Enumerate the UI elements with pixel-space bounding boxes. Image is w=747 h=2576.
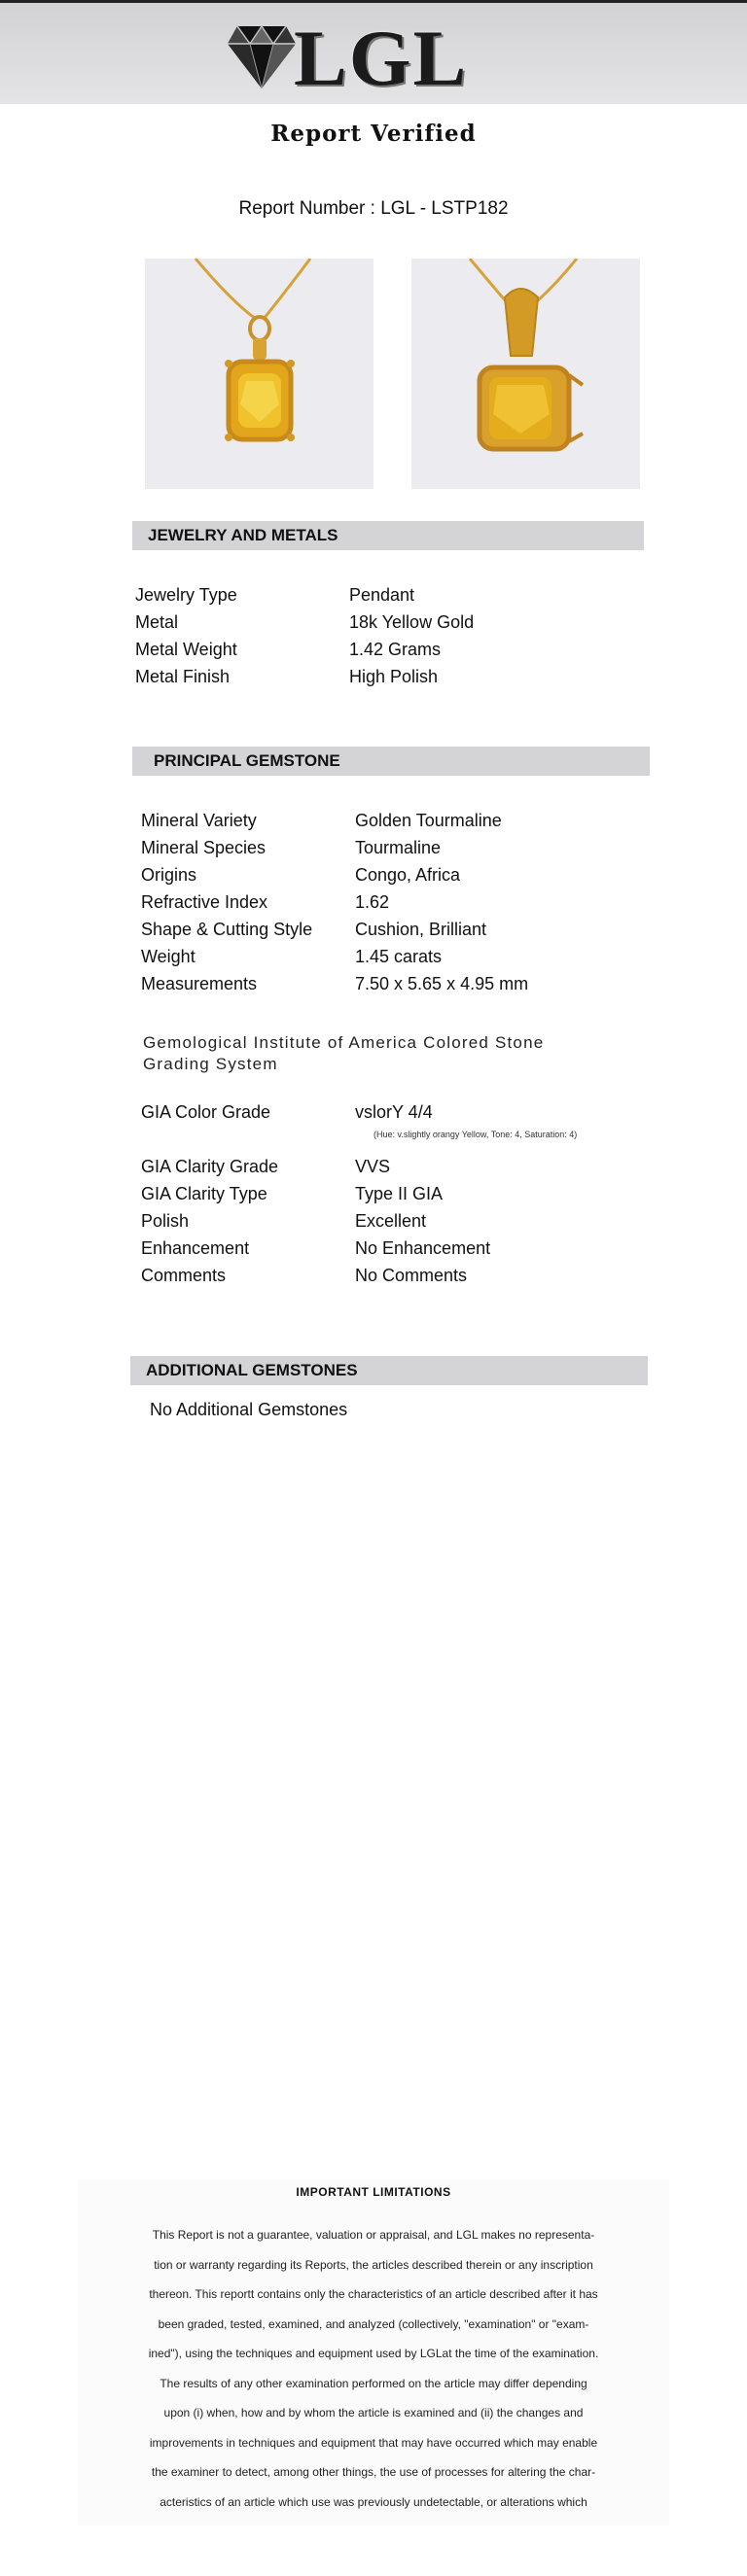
detail-row <box>135 636 602 663</box>
limitations-line: The results of any other examination performed on the article may differ depending <box>160 2376 587 2390</box>
gia-grading-heading: Gemological Institute of America Colored Stone Grading System <box>143 1033 545 1073</box>
detail-row <box>135 581 602 609</box>
detail-label: Mineral Variety <box>141 811 257 830</box>
detail-row <box>141 970 608 997</box>
section-heading-additional: ADDITIONAL GEMSTONES <box>130 1356 648 1385</box>
detail-label: GIA Color Grade <box>141 1102 271 1122</box>
detail-row <box>141 1098 608 1126</box>
lgl-logo <box>226 14 479 102</box>
detail-row <box>135 609 602 636</box>
detail-label: Comments <box>141 1266 227 1285</box>
header <box>0 0 747 104</box>
report-number: Report Number : LGL - LSTP182 <box>238 198 509 219</box>
limitations-body <box>101 2220 646 2517</box>
detail-value: 7.50 x 5.65 x 4.95 mm <box>355 974 529 993</box>
detail-value: Cushion, Brilliant <box>355 920 487 939</box>
detail-row <box>141 834 608 861</box>
detail-value: 1.42 Grams <box>349 640 442 659</box>
section-heading-jewelry: JEWELRY AND METALS <box>132 521 644 550</box>
detail-value: Congo, Africa <box>355 865 461 885</box>
limitations-line: been graded, tested, examined, and analyzed (collectively, "examination" or "exam- <box>158 2316 589 2331</box>
detail-label: Origins <box>141 865 197 885</box>
detail-value: Tourmaline <box>355 838 442 857</box>
section-heading-gemstone: PRINCIPAL GEMSTONE <box>132 747 650 776</box>
detail-label: Refractive Index <box>141 892 268 912</box>
gemstone-details <box>141 807 608 997</box>
diamond-icon <box>226 22 298 90</box>
detail-row <box>141 1153 608 1180</box>
gia-grade-details <box>141 1153 608 1289</box>
detail-label: Metal <box>135 612 179 632</box>
detail-value: 1.45 carats <box>355 947 443 966</box>
detail-value: No Enhancement <box>355 1238 491 1258</box>
limitations-line: improvements in techniques and equipment that may have occurred which may enable <box>149 2435 598 2450</box>
detail-value: VVS <box>355 1157 391 1176</box>
detail-value: Type II GIA <box>355 1184 444 1203</box>
detail-label: Enhancement <box>141 1238 250 1258</box>
jewelry-details <box>135 581 602 690</box>
detail-label: Metal Weight <box>135 640 237 659</box>
detail-row <box>141 807 608 834</box>
detail-value: vslorY 4/4 <box>355 1102 433 1122</box>
detail-row <box>141 943 608 970</box>
limitations-line: upon (i) when, how and by whom the article is examined and (ii) the changes and <box>163 2406 584 2419</box>
limitations-line: thereon. This reportt contains only the characteristics of an article described after it has <box>149 2287 598 2301</box>
detail-row <box>141 916 608 943</box>
detail-value: 18k Yellow Gold <box>349 612 475 632</box>
detail-label: Weight <box>141 947 196 966</box>
detail-value: Excellent <box>355 1211 427 1231</box>
detail-value: Pendant <box>349 585 415 605</box>
detail-row <box>141 1180 608 1207</box>
detail-label: GIA Clarity Grade <box>141 1157 279 1176</box>
pendant-photo-front <box>145 259 374 489</box>
detail-label: GIA Clarity Type <box>141 1184 267 1203</box>
detail-label: Polish <box>141 1211 190 1231</box>
detail-value: No Comments <box>355 1266 468 1285</box>
detail-row <box>141 1207 608 1235</box>
detail-label: Jewelry Type <box>135 585 237 605</box>
detail-row <box>141 1235 608 1262</box>
detail-row <box>141 888 608 916</box>
detail-value: Golden Tourmaline <box>355 811 502 830</box>
logo-text: LGL <box>294 14 469 102</box>
detail-value: High Polish <box>349 667 439 686</box>
limitations-line: acteristics of an article which use was previously undetectable, or alterations which <box>160 2494 587 2509</box>
detail-label: Shape & Cutting Style <box>141 920 313 939</box>
limitations-title: IMPORTANT LIMITATIONS <box>296 2185 451 2199</box>
detail-label: Mineral Species <box>141 838 267 857</box>
limitations-line: the examiner to detect, among other things, the use of processes for altering the char- <box>151 2465 596 2479</box>
detail-row <box>141 1262 608 1289</box>
detail-row <box>141 861 608 888</box>
pendant-photo-side <box>411 259 640 489</box>
gia-color-grade <box>141 1098 608 1126</box>
detail-row <box>135 663 602 690</box>
detail-label: Measurements <box>141 974 258 993</box>
page-title: Report Verified <box>270 121 477 147</box>
limitations-line: tion or warranty regarding its Reports, the articles described therein or any inscription <box>154 2257 593 2272</box>
detail-value: 1.62 <box>355 892 390 912</box>
detail-label: Metal Finish <box>135 667 231 686</box>
limitations-line: ined"), using the techniques and equipment used by LGLat the time of the examination. <box>148 2347 599 2360</box>
additional-gemstones-text: No Additional Gemstones <box>150 1400 348 1419</box>
color-grade-note: (Hue: v.slightly orangy Yellow, Tone: 4, Saturation: 4) <box>374 1130 578 1139</box>
limitations-line: This Report is not a guarantee, valuation or appraisal, and LGL makes no representa- <box>152 2228 595 2242</box>
